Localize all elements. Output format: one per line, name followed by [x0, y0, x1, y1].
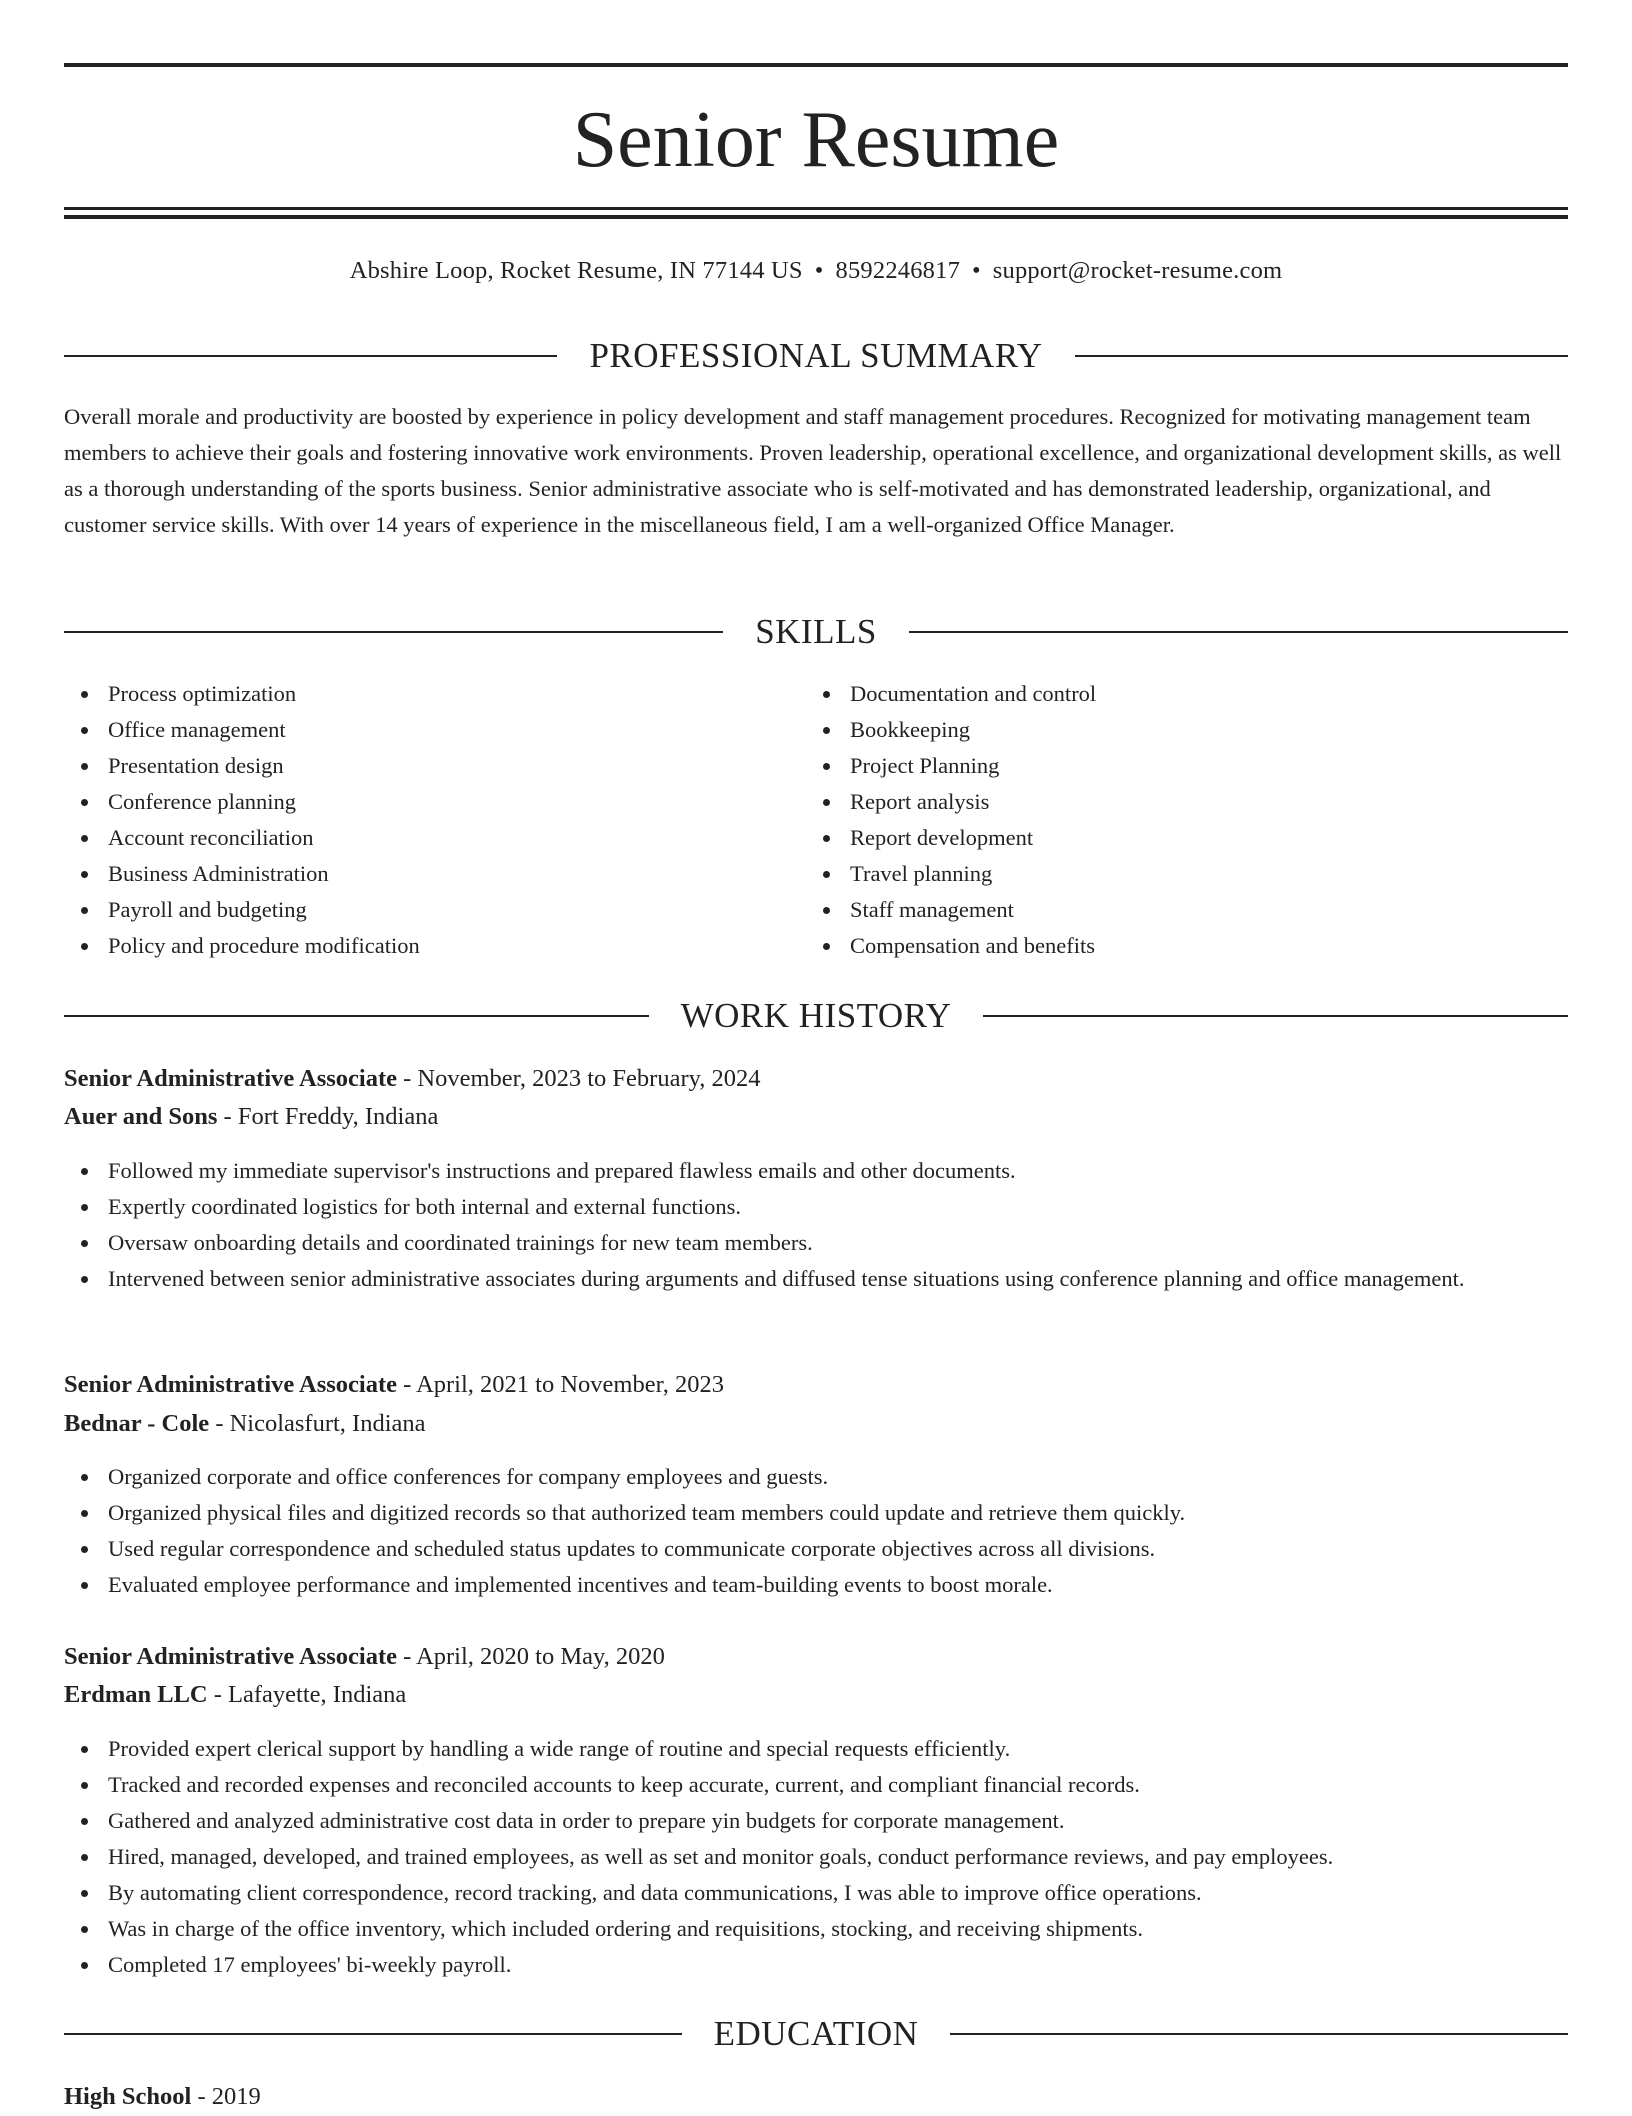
job-bullet: Completed 17 employees' bi-weekly payroll. [64, 1947, 1568, 1983]
contact-phone[interactable]: 8592246817 [835, 257, 961, 284]
skill-item: Staff management [806, 892, 1566, 928]
heading-rule-left [64, 355, 557, 357]
heading-rule-right [1075, 355, 1568, 357]
job-bullets [64, 1731, 1568, 1983]
contact-address: Abshire Loop, Rocket Resume, IN 77144 US [349, 257, 803, 284]
skills-list-left [64, 676, 784, 964]
contact-separator: • [972, 257, 981, 284]
education-degree: High School [64, 2083, 192, 2110]
job-title-line [64, 1060, 1568, 1098]
job-dates: - April, 2021 to November, 2023 [397, 1371, 725, 1398]
job-company: Erdman LLC [64, 1681, 208, 1708]
job-bullet: Organized physical files and digitized records so that authorized team members could update and retrieve them quickly. [64, 1495, 1568, 1531]
heading-rule-right [909, 631, 1568, 633]
skill-item: Documentation and control [806, 676, 1566, 712]
job-title: Senior Administrative Associate [64, 1371, 398, 1398]
skill-item: Account reconciliation [64, 820, 784, 856]
skill-item: Conference planning [64, 784, 784, 820]
job-bullet: Expertly coordinated logistics for both internal and external functions. [64, 1189, 1568, 1225]
job-title-line [64, 1638, 1568, 1676]
skills-heading [64, 608, 1568, 656]
job-bullet: Tracked and recorded expenses and reconciled accounts to keep accurate, current, and compliant financial records. [64, 1767, 1568, 1803]
heading-rule-right [983, 1015, 1568, 1017]
heading-rule-left [64, 2033, 682, 2035]
job-company: Bednar - Cole [64, 1410, 210, 1437]
skill-item: Office management [64, 712, 784, 748]
job-bullet: Provided expert clerical support by handling a wide range of routine and special requests efficiently. [64, 1731, 1568, 1767]
heading-rule-left [64, 1015, 649, 1017]
job-bullet: Organized corporate and office conferences for company employees and guests. [64, 1459, 1568, 1495]
job-bullet: Hired, managed, developed, and trained employees, as well as set and monitor goals, conduct performance reviews, and pay employees. [64, 1839, 1568, 1875]
job-location: - Nicolasfurt, Indiana [209, 1410, 426, 1437]
job-location: - Fort Freddy, Indiana [217, 1103, 439, 1130]
skill-item: Process optimization [64, 676, 784, 712]
job-title: Senior Administrative Associate [64, 1643, 398, 1670]
header-top-rule [64, 63, 1568, 67]
skill-item: Compensation and benefits [806, 928, 1566, 964]
job-bullet: Used regular correspondence and scheduled status updates to communicate corporate objectives across all divisions. [64, 1531, 1568, 1567]
skill-item: Business Administration [64, 856, 784, 892]
heading-rule-right [950, 2033, 1568, 2035]
skill-item: Presentation design [64, 748, 784, 784]
job-company-line [64, 1676, 1568, 1714]
job-bullets [64, 1459, 1568, 1603]
job-title: Senior Administrative Associate [64, 1065, 398, 1092]
section-title: EDUCATION [713, 2014, 919, 2053]
summary-text: Overall morale and productivity are boosted by experience in policy development and staff management procedures. Recognized for motivating management team members to achieve their goals and fostering innovative work environments. Proven leadership, operational excellence, and organizational development skills, as well as a thorough understanding of the sports business. Senior administrative associate who is self-motivated and has demonstrated leadership, organizational, and customer service skills. With over 14 years of experience in the miscellaneous field, I am a well-organized Office Manager. [64, 404, 1562, 537]
skill-item: Payroll and budgeting [64, 892, 784, 928]
job-dates: - November, 2023 to February, 2024 [397, 1065, 761, 1092]
job-company: Auer and Sons [64, 1103, 218, 1130]
job-bullet: Intervened between senior administrative associates during arguments and diffused tense situations using conference planning and office management. [64, 1261, 1568, 1297]
job-bullet: Gathered and analyzed administrative cost data in order to prepare yin budgets for corporate management. [64, 1803, 1568, 1839]
contact-email[interactable]: support@rocket-resume.com [992, 257, 1283, 284]
heading-rule-left [64, 631, 723, 633]
job-company-line [64, 1098, 1568, 1136]
skill-item: Report analysis [806, 784, 1566, 820]
skills-list-right [806, 676, 1566, 964]
job-company-line [64, 1405, 1568, 1443]
skill-item: Project Planning [806, 748, 1566, 784]
job-bullet: By automating client correspondence, record tracking, and data communications, I was able to improve office operations. [64, 1875, 1568, 1911]
job-location: - Lafayette, Indiana [207, 1681, 407, 1708]
work-history-heading [64, 992, 1568, 1040]
header-rule-thin [64, 207, 1568, 210]
job-bullet: Oversaw onboarding details and coordinated trainings for new team members. [64, 1225, 1568, 1261]
job-bullet: Was in charge of the office inventory, which included ordering and requisitions, stocking, and receiving shipments. [64, 1911, 1568, 1947]
job-bullet: Evaluated employee performance and implemented incentives and team-building events to boost morale. [64, 1567, 1568, 1603]
header-rule-thick [64, 215, 1568, 219]
skill-item: Bookkeeping [806, 712, 1566, 748]
summary-heading [64, 332, 1568, 380]
education-year: - 2019 [191, 2083, 261, 2110]
section-title: WORK HISTORY [680, 996, 952, 1035]
section-title: PROFESSIONAL SUMMARY [589, 336, 1043, 375]
education-heading [64, 2010, 1568, 2058]
job-bullets [64, 1153, 1568, 1297]
skill-item: Travel planning [806, 856, 1566, 892]
resume-name: Senior Resume [572, 96, 1060, 184]
job-dates: - April, 2020 to May, 2020 [397, 1643, 665, 1670]
job-bullet: Followed my immediate supervisor's instructions and prepared flawless emails and other documents. [64, 1153, 1568, 1189]
skill-item: Policy and procedure modification [64, 928, 784, 964]
contact-line [64, 253, 1568, 289]
education-line [64, 2078, 1568, 2116]
contact-separator: • [814, 257, 824, 284]
section-title: SKILLS [755, 612, 877, 651]
skill-item: Report development [806, 820, 1566, 856]
job-title-line [64, 1366, 1568, 1404]
